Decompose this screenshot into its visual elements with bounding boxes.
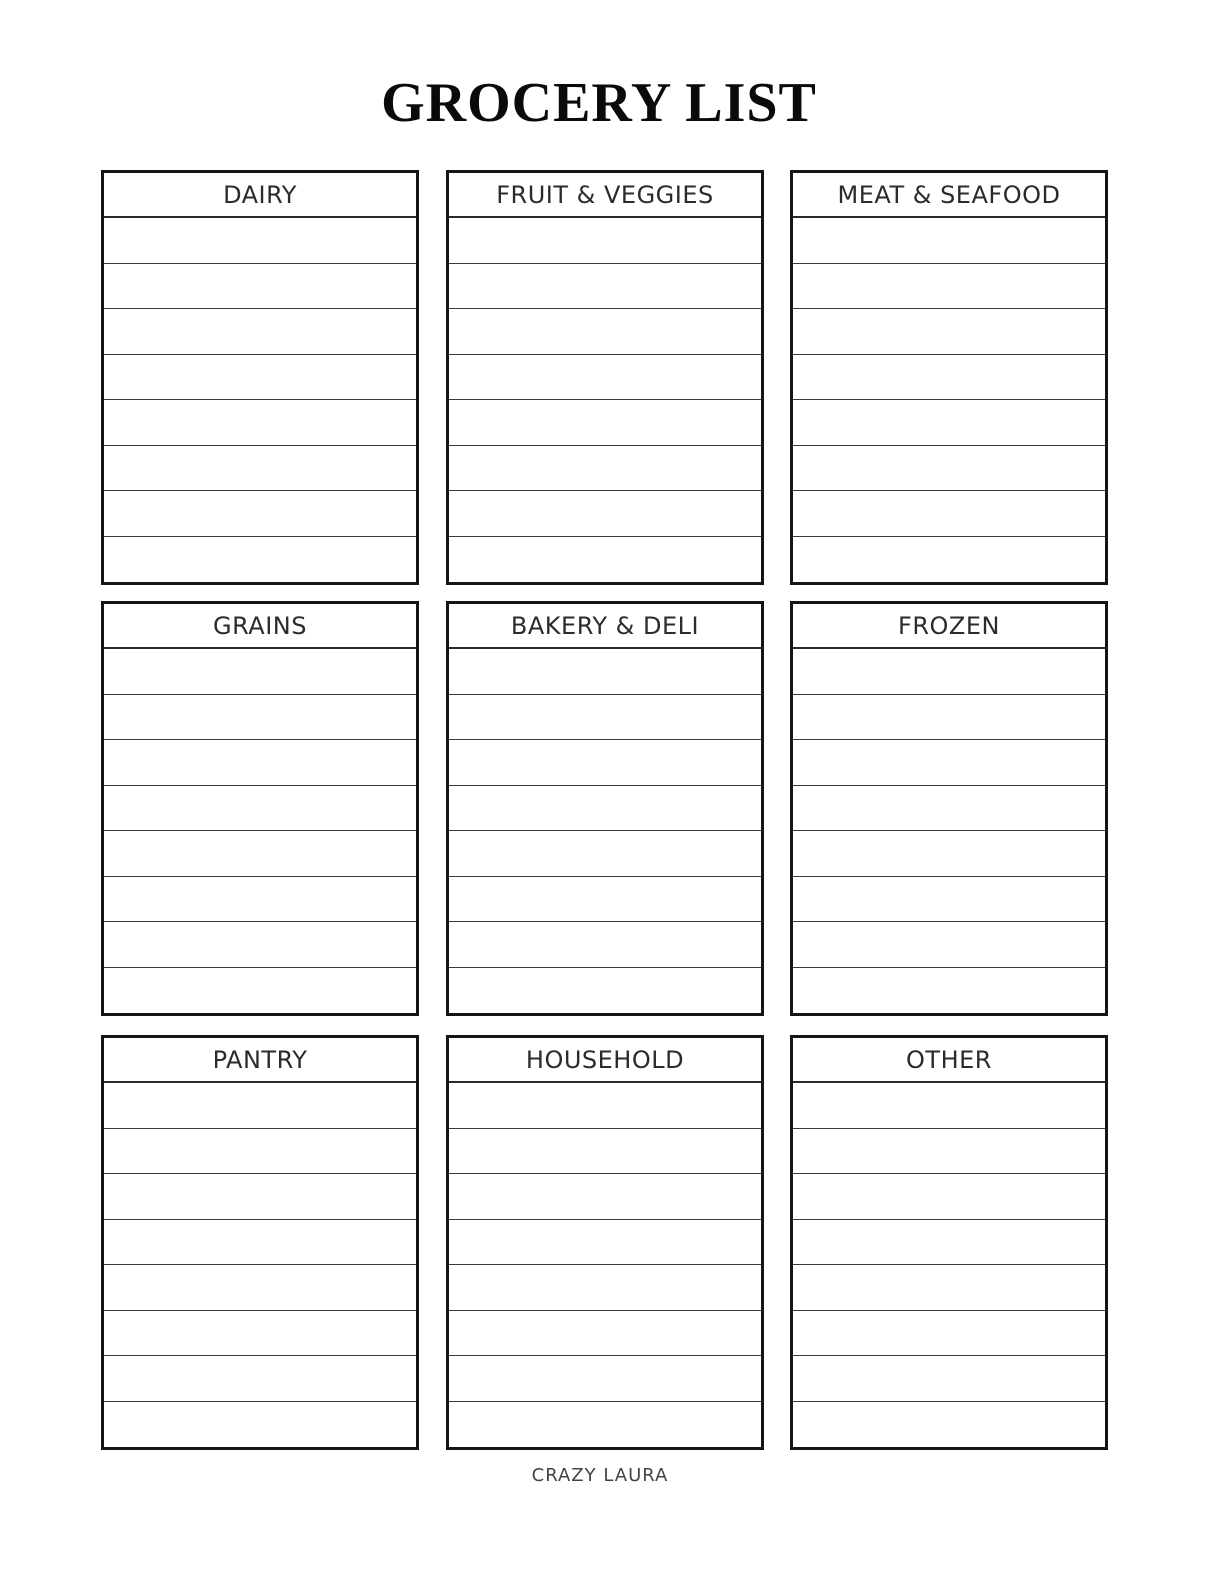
category-title: PANTRY <box>212 1045 308 1074</box>
category-header <box>793 604 1105 649</box>
list-line[interactable] <box>793 831 1105 877</box>
list-line[interactable] <box>104 1083 416 1129</box>
category-header <box>104 604 416 649</box>
list-line[interactable] <box>449 1174 761 1220</box>
list-line[interactable] <box>104 922 416 968</box>
list-line[interactable] <box>793 740 1105 786</box>
list-line[interactable] <box>449 922 761 968</box>
category-title: BAKERY & DELI <box>510 611 700 640</box>
category-title: DAIRY <box>223 180 297 209</box>
category-header <box>793 1038 1105 1083</box>
list-line[interactable] <box>104 1356 416 1402</box>
list-line[interactable] <box>793 1402 1105 1448</box>
list-line[interactable] <box>793 355 1105 401</box>
list-line[interactable] <box>104 877 416 923</box>
list-line[interactable] <box>104 968 416 1014</box>
list-line[interactable] <box>449 264 761 310</box>
list-line[interactable] <box>104 1265 416 1311</box>
list-line[interactable] <box>449 218 761 264</box>
list-line[interactable] <box>793 877 1105 923</box>
list-line[interactable] <box>793 695 1105 741</box>
category-header <box>449 1038 761 1083</box>
list-line[interactable] <box>449 1402 761 1448</box>
category-title: MEAT & SEAFOOD <box>837 180 1061 209</box>
category-box-dairy <box>101 170 419 585</box>
list-line[interactable] <box>793 446 1105 492</box>
list-line[interactable] <box>793 1083 1105 1129</box>
list-line[interactable] <box>449 446 761 492</box>
list-line[interactable] <box>793 1311 1105 1357</box>
category-title: HOUSEHOLD <box>525 1045 685 1074</box>
list-line[interactable] <box>793 491 1105 537</box>
list-line[interactable] <box>449 1311 761 1357</box>
list-line[interactable] <box>449 649 761 695</box>
list-line[interactable] <box>793 786 1105 832</box>
list-line[interactable] <box>104 740 416 786</box>
list-line[interactable] <box>104 400 416 446</box>
list-line[interactable] <box>449 1356 761 1402</box>
list-line[interactable] <box>104 786 416 832</box>
list-line[interactable] <box>449 740 761 786</box>
list-line[interactable] <box>793 1265 1105 1311</box>
list-line[interactable] <box>104 309 416 355</box>
list-line[interactable] <box>449 831 761 877</box>
list-line[interactable] <box>793 1129 1105 1175</box>
list-line[interactable] <box>104 355 416 401</box>
list-line[interactable] <box>449 1129 761 1175</box>
category-box-grains <box>101 601 419 1016</box>
list-line[interactable] <box>793 400 1105 446</box>
category-box-frozen <box>790 601 1108 1016</box>
list-line[interactable] <box>449 877 761 923</box>
list-line[interactable] <box>449 695 761 741</box>
list-line[interactable] <box>793 1174 1105 1220</box>
category-header <box>449 173 761 218</box>
list-line[interactable] <box>793 922 1105 968</box>
list-line[interactable] <box>449 786 761 832</box>
list-line[interactable] <box>104 491 416 537</box>
list-line[interactable] <box>793 1220 1105 1266</box>
category-header <box>449 604 761 649</box>
category-box-pantry <box>101 1035 419 1450</box>
category-box-fruit-and-veggies <box>446 170 764 585</box>
list-line[interactable] <box>104 264 416 310</box>
list-line[interactable] <box>104 1129 416 1175</box>
list-line[interactable] <box>449 400 761 446</box>
list-line[interactable] <box>104 218 416 264</box>
list-line[interactable] <box>793 649 1105 695</box>
category-title: GRAINS <box>213 611 307 640</box>
list-line[interactable] <box>449 537 761 583</box>
list-line[interactable] <box>104 446 416 492</box>
list-line[interactable] <box>449 491 761 537</box>
list-line[interactable] <box>793 309 1105 355</box>
category-header <box>104 1038 416 1083</box>
list-line[interactable] <box>104 1220 416 1266</box>
category-title: FROZEN <box>898 611 1000 640</box>
list-line[interactable] <box>793 968 1105 1014</box>
category-title: FRUIT & VEGGIES <box>496 180 714 209</box>
list-line[interactable] <box>104 831 416 877</box>
category-box-meat-and-seafood <box>790 170 1108 585</box>
list-line[interactable] <box>104 1402 416 1448</box>
category-header <box>104 173 416 218</box>
list-line[interactable] <box>793 218 1105 264</box>
list-line[interactable] <box>449 1220 761 1266</box>
list-line[interactable] <box>449 355 761 401</box>
footer-brand: CRAZY LAURA <box>531 1465 669 1486</box>
page-title: GROCERY LIST <box>381 72 817 134</box>
list-line[interactable] <box>104 1174 416 1220</box>
list-line[interactable] <box>449 1083 761 1129</box>
list-line[interactable] <box>449 1265 761 1311</box>
category-title: OTHER <box>906 1045 992 1074</box>
list-line[interactable] <box>793 1356 1105 1402</box>
category-box-bakery-and-deli <box>446 601 764 1016</box>
category-box-other <box>790 1035 1108 1450</box>
category-header <box>793 173 1105 218</box>
list-line[interactable] <box>104 537 416 583</box>
list-line[interactable] <box>793 264 1105 310</box>
list-line[interactable] <box>793 537 1105 583</box>
list-line[interactable] <box>449 968 761 1014</box>
list-line[interactable] <box>104 1311 416 1357</box>
list-line[interactable] <box>104 695 416 741</box>
list-line[interactable] <box>104 649 416 695</box>
list-line[interactable] <box>449 309 761 355</box>
category-box-household <box>446 1035 764 1450</box>
